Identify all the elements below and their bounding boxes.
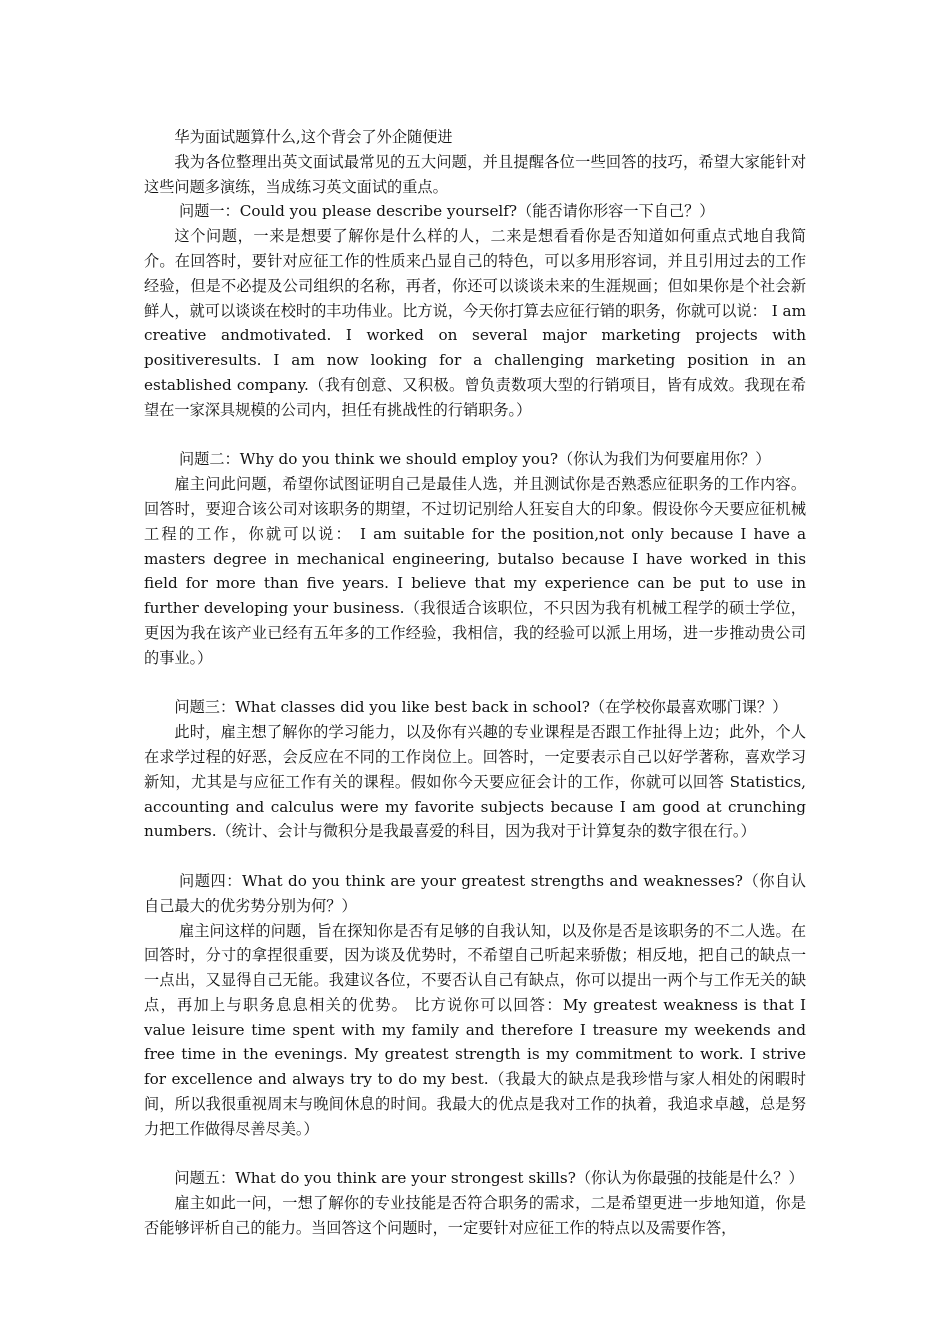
answer-5: 雇主如此一问，一想了解你的专业技能是否符合职务的需求，二是希望更进一步地知道，你是否能够评析自己的能力。当回答这个问题时，一定要针对应征工作的特点以及需要作答，: [144, 1194, 806, 1238]
question-2: 问题二：Why do you think we should employ you?（你认为我们为何要雇用你？）: [178, 450, 771, 469]
answer-3: 此时，雇主想了解你的学习能力，以及你有兴趣的专业课程是否跟工作扯得上边；此外，个人在求学过程的好恶，会反应在不同的工作岗位上。回答时，一定要表示自己以好学著称，喜欢学习新知，尤其是与应征工作有关的课程。假如你今天要应征会计的工作，你就可以回答 Statistics, accounting and calculus were my favorite subjects because I am good at crunching numbers.（统计、会计与微积分是我最喜爱的科目，因为我对于计算复杂的数字很在行。）: [144, 723, 806, 841]
question-1: 问题一：Could you please describe yourself?（能否请你形容一下自己？）: [178, 202, 715, 221]
paragraph-gap: [144, 423, 806, 448]
paragraph-gap: [144, 671, 806, 696]
document-title: 华为面试题算什么,这个背会了外企随便进: [174, 128, 453, 146]
intro-paragraph: 我为各位整理出英文面试最常见的五大问题，并且提醒各位一些回答的技巧，希望大家能针对这些问题多演练，当成练习英文面试的重点。: [144, 152, 806, 196]
question-5: 问题五：What do you think are your strongest skills?（你认为你最强的技能是什么？）: [174, 1169, 804, 1188]
question-3: 问题三：What classes did you like best back in school?（在学校你最喜欢哪门课？）: [174, 698, 788, 717]
answer-4: 雇主问这样的问题，旨在探知你是否有足够的自我认知，以及你是否是该职务的不二人选。在回答时，分寸的拿捏很重要，因为谈及优势时，不希望自己听起来骄傲；相反地，把自己的缺点一一点出，又显得自己无能。我建议各位，不要否认自己有缺点，你可以提出一两个与工作无关的缺点，再加上与职务息息相关的优势。 比方说你可以回答：My greatest weakness is that I value leisure time spent with my family and therefore I treasure my weekends and free time in the evenings. My greatest strength is my commitment to work. I strive for excellence and always try to do my best.（我最大的缺点是我珍惜与家人相处的闲暇时间，所以我很重视周末与晚间休息的时间。我最大的优点是我对工作的执着，我追求卓越，总是努力把工作做得尽善尽美。）: [144, 921, 806, 1138]
paragraph-gap: [144, 1142, 806, 1167]
answer-2: 雇主问此问题，希望你试图证明自己是最佳人选，并且测试你是否熟悉应征职务的工作内容。回答时，要迎合该公司对该职务的期望，不过切记别给人狂妄自大的印象。假设你今天要应征机械工程的工作，你就可以说： I am suitable for the position,not only because I have a masters degree in mechanical engineering, butalso because I have worked in this field for more than five years. I believe that my experience can be put to use in further developing your business.（我很适合该职位，不只因为我有机械工程学的硕士学位，更因为我在该产业已经有五年多的工作经验，我相信，我的经验可以派上用场，进一步推动贵公司的事业。）: [144, 475, 806, 667]
question-4: 问题四：What do you think are your greatest strengths and weaknesses?（你自认自己最大的优劣势分别为何？）: [144, 871, 806, 915]
paragraph-gap: [144, 844, 806, 869]
document-body: [144, 125, 806, 1241]
answer-1: 这个问题，一来是想要了解你是什么样的人，二来是想看看你是否知道如何重点式地自我简介。在回答时，要针对应征工作的性质来凸显自己的特色，可以多用形容词，并且引用过去的工作经验，但是不必提及公司组织的名称，再者，你还可以谈谈未来的生涯规画；但如果你是个社会新鲜人，就可以谈谈在校时的丰功伟业。比方说，今天你打算去应征行销的职务，你就可以说： I am creative andmotivated. I worked on several major marketing projects with positiveresults. I am now looking for a challenging marketing position in an established company.（我有创意、又积极。曾负责数项大型的行销项目，皆有成效。我现在希望在一家深具规模的公司内，担任有挑战性的行销职务。）: [144, 227, 806, 419]
